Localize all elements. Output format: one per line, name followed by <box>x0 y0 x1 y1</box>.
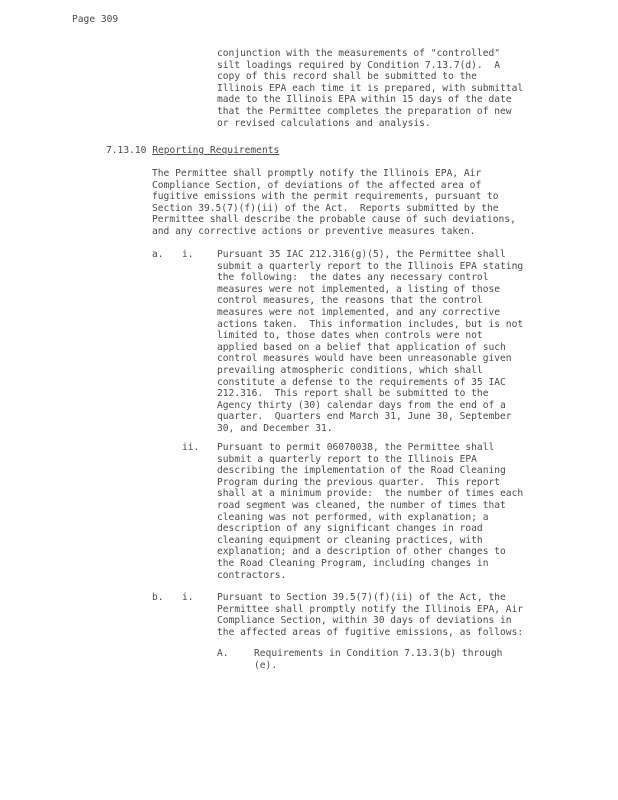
item-a-ii-text: Pursuant to permit 06070038, the Permittee shall submit a quarterly report to the Illinois EPA describing the implementation of the Road Cleaning Program during the previous quarter. This report shall at a minimum provide: the number of times each road segment was cleaned, the number of times that cleaning was not performed, with explanation; a description of any significant changes in road cleaning equipment or cleaning practices, with explanation; and a description of other changes to the Road Cleaning Program, including changes in contractors. <box>217 442 524 581</box>
item-a-i-numeral: i. <box>182 249 194 260</box>
section-number: 7.13.10 <box>106 145 147 156</box>
item-a-letter: a. <box>152 249 164 260</box>
item-b-letter: b. <box>152 592 164 603</box>
page-number: Page 309 <box>72 14 119 25</box>
item-b-A-letter: A. <box>217 648 229 659</box>
section-heading <box>106 145 279 157</box>
intro-paragraph: conjunction with the measurements of "controlled" silt loadings required by Condition 7.13.7(d). A copy of this record shall be submitted to the Illinois EPA each time it is prepared, with submittal made to the Illinois EPA within 15 days of the date that the Permittee completes the preparation of new or revised calculations and analysis. <box>217 48 524 129</box>
item-a-i-text: Pursuant 35 IAC 212.316(g)(5), the Permittee shall submit a quarterly report to the Illinois EPA stating the following: the dates any necessary control measures were not implemented, a listing of those control measures, the reasons that the control measures were not implemented, and any corrective actions taken. This information includes, but is not limited to, those dates when controls were not applied based on a belief that application of such control measures would have been unreasonable given prevailing atmospheric conditions, which shall constitute a defense to the requirements of 35 IAC 212.316. This report shall be submitted to the Agency thirty (30) calendar days from the end of a quarter. Quarters end March 31, June 30, September 30, and December 31. <box>217 249 524 434</box>
section-intro-paragraph: The Permittee shall promptly notify the Illinois EPA, Air Compliance Section, of deviations of the affected area of fugitive emissions with the permit requirements, pursuant to Section 39.5(7)(f)(ii) of the Act. Reports submitted by the Permittee shall describe the probable cause of such deviations, and any corrective actions or preventive measures taken. <box>152 168 516 237</box>
item-b-A-text: Requirements in Condition 7.13.3(b) through (e). <box>254 648 503 671</box>
item-b-i-numeral: i. <box>182 592 194 603</box>
item-a-ii-numeral: ii. <box>182 442 200 453</box>
section-title: Reporting Requirements <box>152 145 280 156</box>
item-b-i-text: Pursuant to Section 39.5(7)(f)(ii) of the Act, the Permittee shall promptly notify the Illinois EPA, Air Compliance Section, within 30 days of deviations in the affected areas of fugitive emissions, as follows: <box>217 592 524 638</box>
